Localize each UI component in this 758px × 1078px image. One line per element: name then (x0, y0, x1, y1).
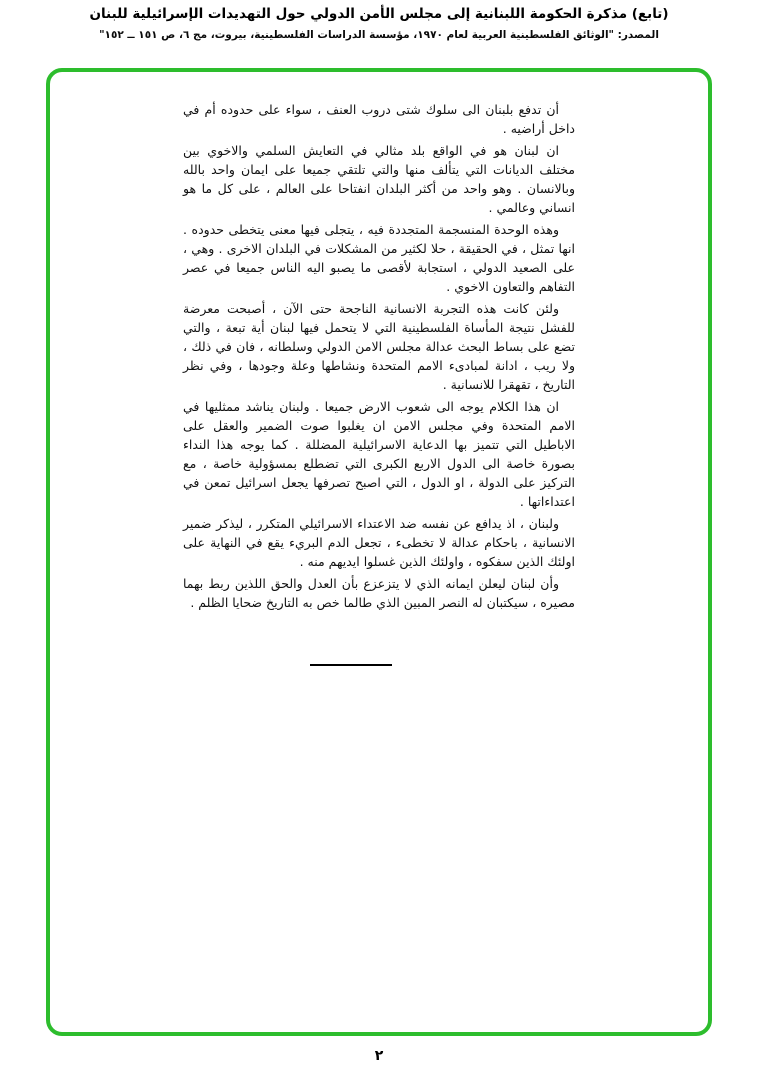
paragraph: وأن لبنان ليعلن ايمانه الذي لا يتزعزع بأن العدل والحق اللذين ربط بهما مصيره ، سيكتبان له النصر المبين الذي طالما خص به التاريخ ضحايا الظلم . (183, 576, 575, 610)
paragraph: وهذه الوحدة المنسجمة المتجددة فيه ، يتجلى فيها معنى يتخطى حدوده . انها تمثل ، في الحقيقة ، حلا لكثير من المشكلات في البلدان الاخرى . وهي ، على الصعيد الدولي ، استجابة لأقصى ما يصبو اليه الناس جميعا في عصر التفاهم والتعاون الاخوي . (183, 222, 575, 294)
paragraph: أن تدفع بلبنان الى سلوك شتى دروب العنف ، سواء على حدوده أم في داخل أراضيه . (183, 102, 575, 136)
content-frame (46, 68, 712, 1036)
divider-line (310, 664, 392, 666)
document-title: (تابع) مذكرة الحكومة اللبنانية إلى مجلس الأمن الدولي حول التهديدات الإسرائيلية للبنان (89, 6, 669, 22)
source-line: المصدر: "الوثائق الفلسطينية العربية لعام ١٩٧٠، مؤسسة الدراسات الفلسطينية، بيروت، مج ٦، ص ١٥١ ــ ١٥٢" (99, 29, 659, 41)
body-text (183, 100, 575, 666)
page-number: ٢ (374, 1048, 384, 1064)
paragraph: ولئن كانت هذه التجربة الانسانية الناجحة حتى الآن ، أصبحت معرضة للفشل نتيجة المأساة الفلسطينية التي لا يتحمل فيها لبنان أية تبعة ، والتي تضع على بساط البحث عدالة مجلس الامن الدولي وسلطانه ، فان في ذلك ، ولا ريب ، ادانة لمبادىء الامم المتحدة ونشاطها وعلة وجودها ، وفي نظر التاريخ ، تقهقرا للانسانية . (183, 301, 575, 392)
paragraph: ان لبنان هو في الواقع بلد مثالي في التعايش السلمي والاخوي بين مختلف الديانات التي يتألف منها والتي تلتقي جميعا على ايمان واحد بالله وبالانسان . وهو واحد من أكثر البلدان انفتاحا على العالم ، على كل ما هو انساني وعالمي . (183, 143, 575, 215)
paragraph: ان هذا الكلام يوجه الى شعوب الارض جميعا . ولبنان يناشد ممثليها في الامم المتحدة وفي مجلس الامن ان يغلبوا صوت الضمير والعقل على الاباطيل التي تتميز بها الدعاية الاسرائيلية المضللة . كما يوجه هذا النداء بصورة خاصة الى الدول الاربع الكبرى التي تضطلع بمسؤولية خاصة ، مع التركيز على الدولة ، او الدول ، التي اصبح تصرفها يجعل اسرائيل تمعن في اعتداءاتها . (183, 399, 575, 509)
document-header (0, 6, 758, 41)
paragraph: ولبنان ، اذ يدافع عن نفسه ضد الاعتداء الاسرائيلي المتكرر ، ليذكر ضمير الانسانية ، باحكام عدالة لا تخطىء ، تجعل الدم البريء يقع في النهاية على اولئك الذين سفكوه ، واولئك الذين غسلوا ايديهم منه . (183, 516, 575, 569)
